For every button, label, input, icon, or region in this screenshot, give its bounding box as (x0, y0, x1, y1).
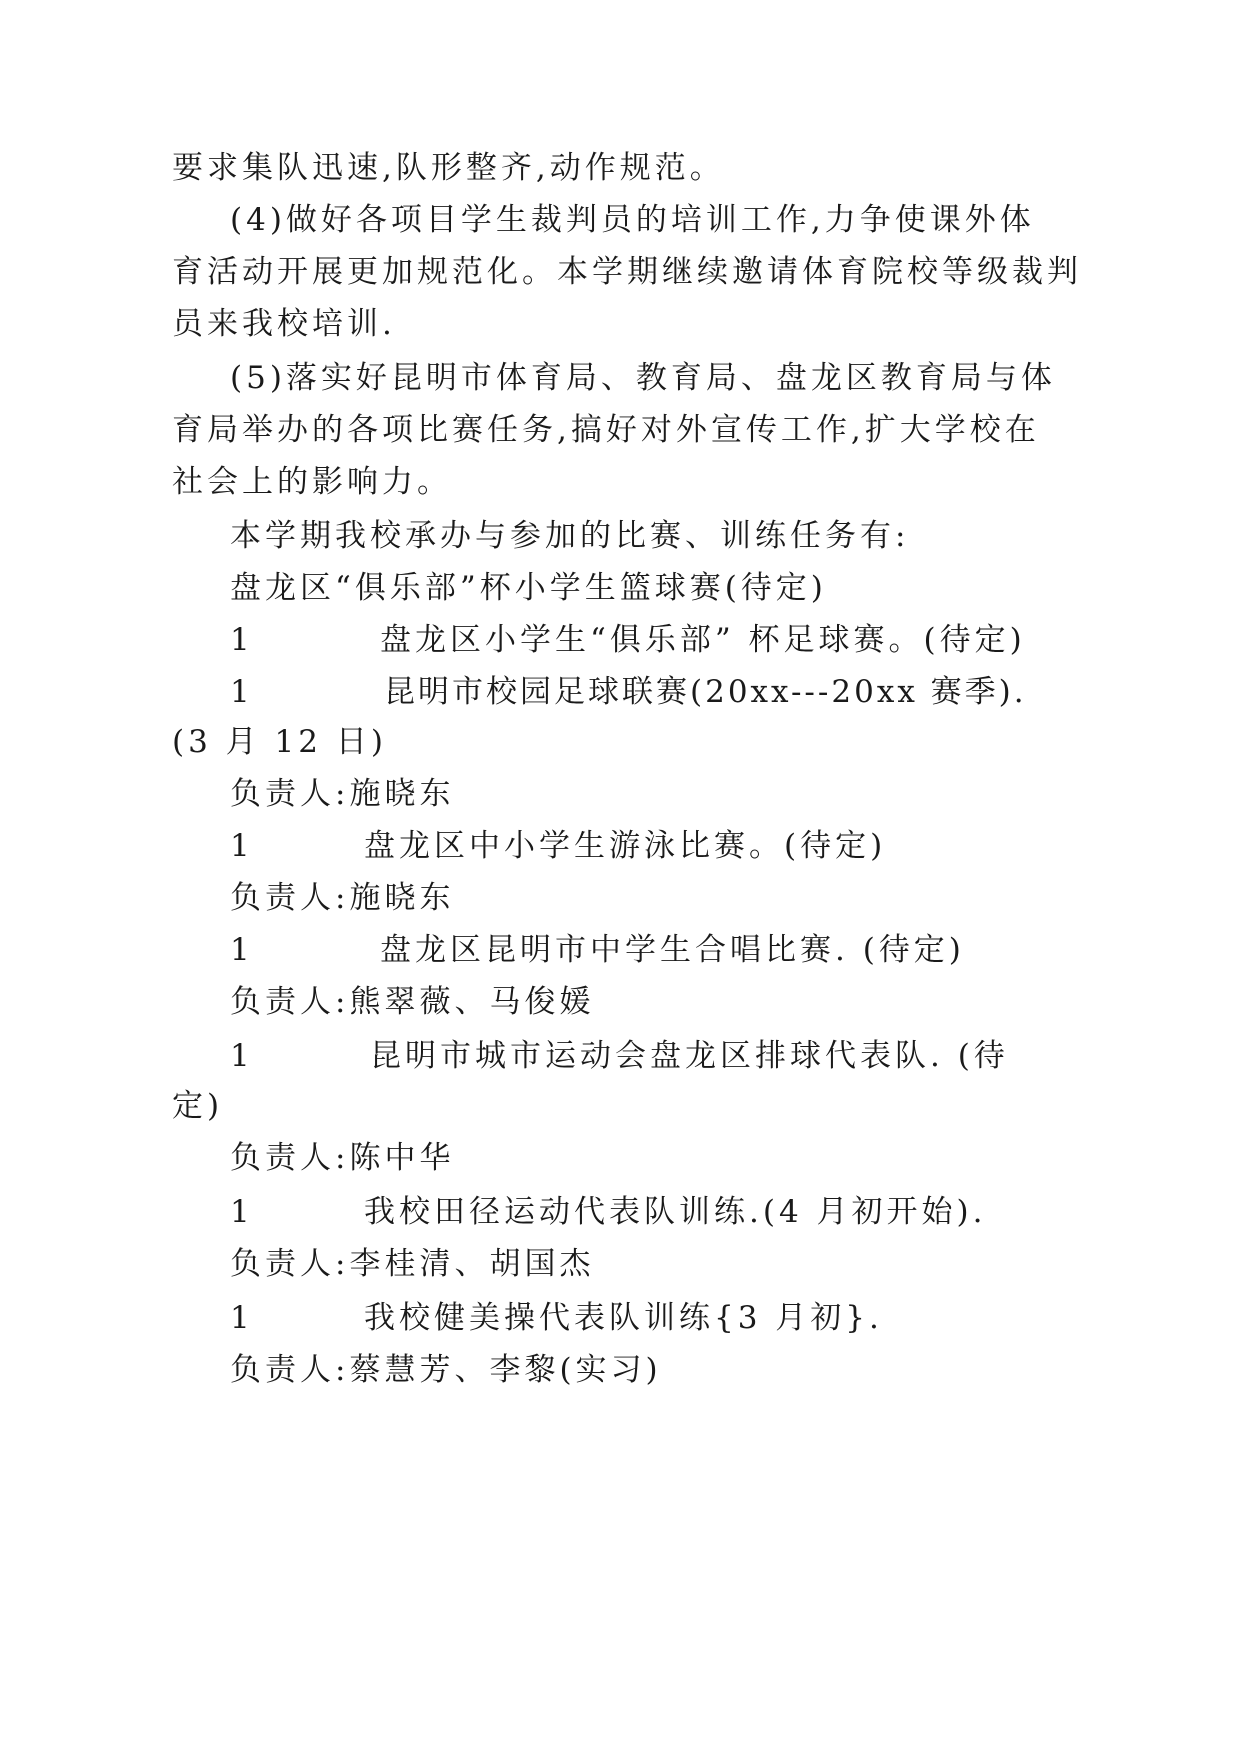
paragraph-line: 要求集队迅速,队形整齐,动作规范。 (172, 150, 725, 186)
paragraph-line: (5)落实好昆明市体育局、教育局、盘龙区教育局与体 (230, 360, 1056, 396)
responsible-line: 负责人:熊翠薇、马俊媛 (230, 984, 595, 1020)
list-item-text: 盘龙区中小学生游泳比赛。(待定) (364, 828, 887, 864)
list-bullet: 1 (230, 1194, 250, 1230)
paragraph-line: 社会上的影响力。 (172, 464, 452, 500)
responsible-line: 负责人:蔡慧芳、李黎(实习) (230, 1352, 662, 1388)
list-item-text: 我校健美操代表队训练{3 月初}. (364, 1300, 883, 1336)
list-item-text: 盘龙区昆明市中学生合唱比赛. (待定) (380, 932, 965, 968)
continuation-line: 定) (172, 1088, 224, 1124)
list-item-text: 我校田径运动代表队训练.(4 月初开始). (364, 1194, 987, 1230)
paragraph-line: 本学期我校承办与参加的比赛、训练任务有: (230, 518, 910, 554)
list-item-text: 昆明市城市运动会盘龙区排球代表队. (待 (370, 1038, 1009, 1074)
list-item-text: 盘龙区小学生“俱乐部” 杯足球赛。(待定) (380, 622, 1026, 658)
paragraph-line: (4)做好各项目学生裁判员的培训工作,力争使课外体 (230, 202, 1035, 238)
paragraph-line: 育局举办的各项比赛任务,搞好对外宣传工作,扩大学校在 (172, 412, 1040, 448)
responsible-line: 负责人:陈中华 (230, 1140, 455, 1176)
list-bullet: 1 (230, 828, 250, 864)
paragraph-line: 员来我校培训. (172, 306, 396, 342)
responsible-line: 负责人:李桂清、胡国杰 (230, 1246, 595, 1282)
responsible-line: 负责人:施晓东 (230, 880, 455, 916)
list-bullet: 1 (230, 1038, 250, 1074)
list-bullet: 1 (230, 932, 250, 968)
paragraph-line: 盘龙区“俱乐部”杯小学生篮球赛(待定) (230, 570, 827, 606)
responsible-line: 负责人:施晓东 (230, 776, 455, 812)
list-bullet: 1 (230, 674, 250, 710)
list-item-text: 昆明市校园足球联赛(20xx---20xx 赛季). (384, 674, 1027, 710)
list-bullet: 1 (230, 1300, 250, 1336)
continuation-line: (3 月 12 日) (172, 724, 387, 760)
list-bullet: 1 (230, 622, 250, 658)
paragraph-line: 育活动开展更加规范化。本学期继续邀请体育院校等级裁判 (172, 254, 1082, 290)
